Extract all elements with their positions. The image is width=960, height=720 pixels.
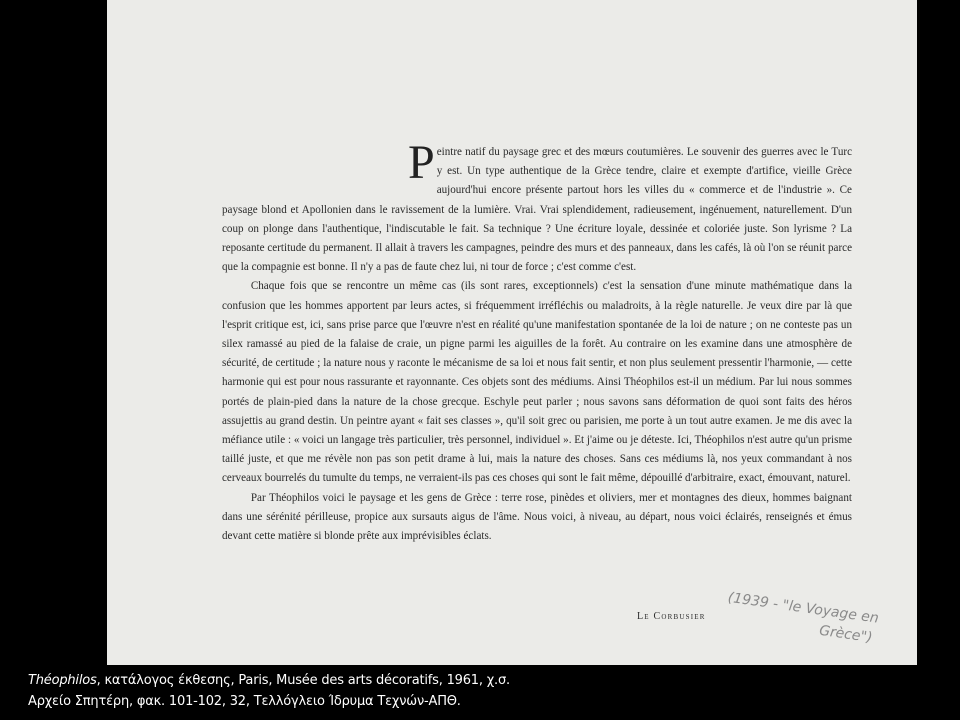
scanned-document-page [107, 0, 917, 665]
caption-line-1-rest: , κατάλογος έκθεσης, Paris, Musée des arts décoratifs, 1961, χ.σ. [96, 673, 510, 688]
author-signature: Le Corbusier [637, 611, 706, 622]
slide-caption [28, 670, 510, 712]
handwritten-annotation [722, 588, 907, 663]
handwritten-annotation-line-2: Grèce") [818, 622, 874, 647]
caption-title: Théophilos [28, 673, 97, 688]
paragraph-2: Chaque fois que se rencontre un même cas (ils sont rares, exceptionnels) c'est la sensation d'une minute mathématique dans la confusion que les hommes apportent par leurs actes, si fréquemment irréfléchis ou maladroits, à la règle naturelle. Je veux dire par là que l'esprit critique est, ici, sans prise parce que l'œuvre n'est en réalité qu'une manifestation spontanée de la loi de nature ; on ne conteste pas un silex ramassé au pied de la falaise de craie, un pigne parmi les aiguilles de la forêt. Au contraire on les examine dans une atmosphère de sécurité, de certitude ; la nature nous y raconte le mécanisme de sa loi et nous fait sentir, et non plus seulement pressentir l'harmonie, — cette harmonie qui est pour nous rassurante et rayonnante. Ces objets sont des médiums. Ainsi Théophilos est-il un médium. Par lui nous sommes portés de plain-pied dans la nature de la chose grecque. Eschyle peut parler ; nous savons sans déformation de quoi sont faits des héros assujettis au grand destin. Un peintre ayant « fait ses classes », qu'il soit grec ou parisien, me porte à un tout autre examen. Je me dis avec la méfiance utile : « voici un langage très particulier, très personnel, individuel ». Et j'aime ou je déteste. Ici, Théophilos n'est autre qu'un prisme taillé juste, et que me révèle non pas son petit drame à lui, mais la nature des choses. Sans ces médiums là, nos yeux commandant à nos cerveaux bourrelés du tumulte du temps, ne verraient-ils pas ces choses qui sont le fait même, dépouillé d'arbitraire, exact, émouvant, naturel. [222, 280, 852, 485]
handwritten-annotation-line-1: (1939 - "le Voyage en [726, 589, 880, 627]
paragraph-1 [222, 136, 852, 277]
drop-cap: P [408, 136, 435, 189]
paragraph-1-text: eintre natif du paysage grec et des mœurs coutumières. Le souvenir des guerres avec le Turc y est. Un type authentique de la Grèce tendre, claire et exempte d'artifice, vieille Grèce aujourd'hui encore présente partout hors les villes du « commerce et de l'industrie ». Ce paysage blond et Apollonien dans le ravissement de la lumière. Vrai. Vrai splendidement, radieusement, ingénuement, naturellement. D'un coup on plonge dans l'authentique, l'indiscutable le fait. Sa technique ? Une écriture loyale, dessinée et coloriée juste. Son lyrisme ? La reposante certitude du permanent. Il allait à travers les campagnes, peindre des murs et des panneaux, dans les cafés, là où l'on se réunit parce que la compagnie est bonne. Il n'y a pas de faute chez lui, ni tour de force ; c'est comme c'est. [222, 146, 852, 274]
caption-line-1 [28, 670, 510, 691]
paragraph-3: Par Théophilos voici le paysage et les gens de Grèce : terre rose, pinèdes et oliviers, mer et montagnes des dieux, hommes baignant dans une sérénité périlleuse, propice aux sursauts aigus de l'âme. Nous voici, à niveau, au départ, nous voici éclairés, renseignés et émus devant cette matière si blonde prête aux imprévisibles éclats. [222, 491, 852, 543]
document-body [222, 136, 852, 546]
caption-line-2: Αρχείο Σπητέρη, φακ. 101-102, 32, Τελλόγλειο Ίδρυμα Τεχνών-ΑΠΘ. [28, 694, 461, 709]
